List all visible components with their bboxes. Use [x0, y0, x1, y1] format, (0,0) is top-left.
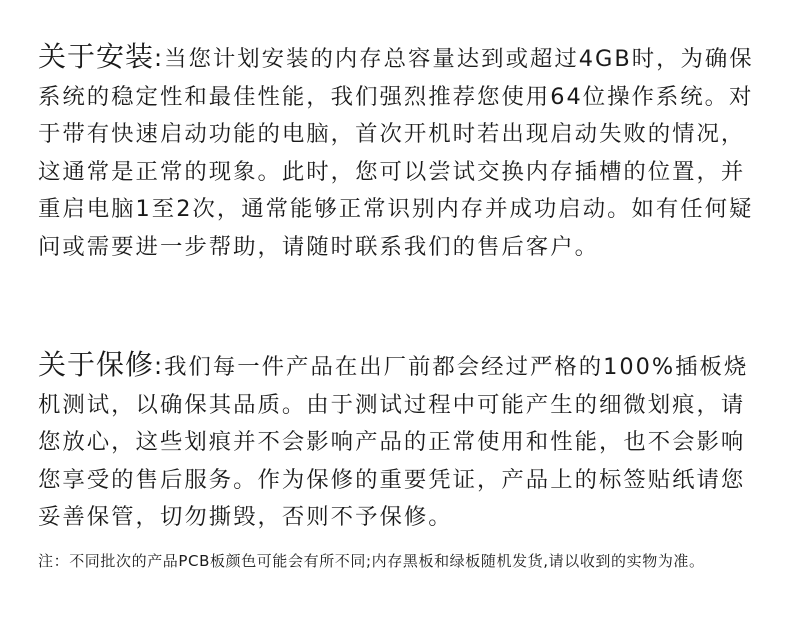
install-section: [38, 38, 758, 266]
install-paragraph: [38, 38, 758, 266]
warranty-paragraph: [38, 346, 758, 537]
install-heading-colon: :: [154, 44, 165, 72]
footnote: 注：不同批次的产品PCB板颜色可能会有所不同;内存黑板和绿板随机发货,请以收到的实物为准。: [38, 552, 705, 570]
warranty-body: 我们每一件产品在出厂前都会经过严格的100%插板烧机测试，以确保其品质。由于测试过程中可能产生的细微划痕，请您放心，这些划痕并不会影响产品的正常使用和性能，也不会影响您享受的售后服务。作为保修的重要凭证，产品上的标签贴纸请您妥善保管，切勿撕毁，否则不予保修。: [38, 354, 749, 530]
install-body: 当您计划安装的内存总容量达到或超过4GB时，为确保系统的稳定性和最佳性能，我们强烈推荐您使用64位操作系统。对于带有快速启动功能的电脑，首次开机时若出现启动失败的情况，这通常是正常的现象。此时，您可以尝试交换内存插槽的位置，并重启电脑1至2次，通常能够正常识别内存并成功启动。如有任何疑问或需要进一步帮助，请随时联系我们的售后客户。: [38, 46, 754, 260]
install-heading: 关于安装: [38, 40, 155, 73]
warranty-heading-colon: :: [154, 352, 165, 380]
warranty-heading: 关于保修: [38, 348, 155, 381]
warranty-section: [38, 346, 758, 537]
